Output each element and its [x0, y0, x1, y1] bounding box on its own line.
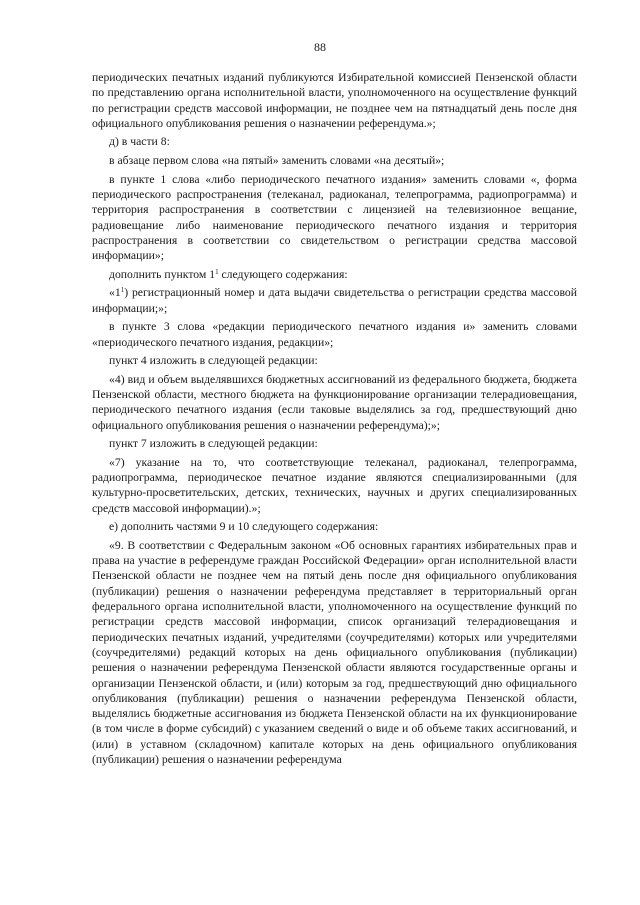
document-body [92, 70, 577, 771]
paragraph: в абзаце первом слова «на пятый» заменить словами «на десятый»; [109, 154, 445, 168]
page-number: 88 [314, 40, 326, 54]
paragraph: в пункте 3 слова «редакции периодического печатного издания и» заменить словами «периодического печатного издания, редакции»; [92, 320, 577, 349]
paragraph-text: ) регистрационный номер и дата выдачи свидетельства о регистрации средства массовой информации;»; [92, 286, 577, 315]
paragraph: «7) указание на то, что соответствующие телеканал, радиоканал, телепрограмма, радиопрограмма, периодическое печатное издание являются специализированными (для культурно-просветительских, детских, технических, научных и других специализированных средств массовой информации).»; [92, 455, 577, 515]
paragraph: пункт 4 изложить в следующей редакции: [109, 354, 318, 368]
paragraph [92, 267, 577, 282]
paragraph-text: дополнить пунктом 1 [109, 267, 216, 281]
paragraph: д) в части 8: [109, 135, 170, 149]
paragraph: периодических печатных изданий публикуются Избирательной комиссией Пензенской области по представлению органа исполнительной власти, уполномоченного на осуществление функций по регистрации средств массовой информации, не позднее чем на пятнадцатый день после дня официального опубликования решения о назначении референдума.»; [92, 71, 577, 130]
paragraph: в пункте 1 слова «либо периодического печатного издания» заменить словами «, форма периодического распространения (телеканал, радиоканал, телепрограмма, радиопрограмма) и территория распространения в соответствии с лицензией на телевизионное вещание, радиовещание либо наименование периодического печатного издания и территория распространения в соответствии со свидетельством о регистрации средства массовой информации»; [92, 172, 577, 263]
paragraph-text: «1 [109, 286, 121, 300]
paragraph: «4) вид и объем выделявшихся бюджетных ассигнований из федерального бюджета, бюджета Пензенской области, местного бюджета на функционирование организации телерадиовещания, периодического печатного издания (если таковые выделялись за год, предшествующий дню официального опубликования решения о назначении референдума);»; [92, 372, 577, 432]
superscript: 1 [215, 267, 219, 276]
paragraph: «9. В соответствии с Федеральным законом «Об основных гарантиях избирательных прав и права на участие в референдуме граждан Российской Федерации» орган исполнительной власти Пензенской области не позднее чем на пятый день после дня официального опубликования (публикации) решения о назначении референдума представляет в территориальный орган федерального органа исполнительной власти, уполномоченного на осуществление функций по регистрации средств массовой информации, список организаций телерадиовещания и периодических печатных изданий, учредителями (соучредителями) которых или учредителями (соучредителями) редакций которых на день официального опубликования (публикации) решения о назначении референдума Пензенской области являются государственные органы и организации Пензенской области, и (или) которым за год, предшествующий дню официального опубликования (публикации) решения о назначении референдума Пензенской области, выделялись бюджетные ассигнования из бюджета Пензенской области на их функционирование (в том числе в форме субсидий) с указанием сведений о виде и об объеме таких ассигнований, и (или) в уставном (складочном) капитале которых на день официального опубликования (публикации) решения о назначении референдума [92, 538, 577, 767]
paragraph-text: следующего содержания: [218, 267, 348, 281]
paragraph [92, 285, 577, 316]
paragraph: е) дополнить частями 9 и 10 следующего содержания: [109, 520, 379, 534]
paragraph: пункт 7 изложить в следующей редакции: [109, 437, 318, 451]
superscript: 1 [120, 286, 125, 295]
